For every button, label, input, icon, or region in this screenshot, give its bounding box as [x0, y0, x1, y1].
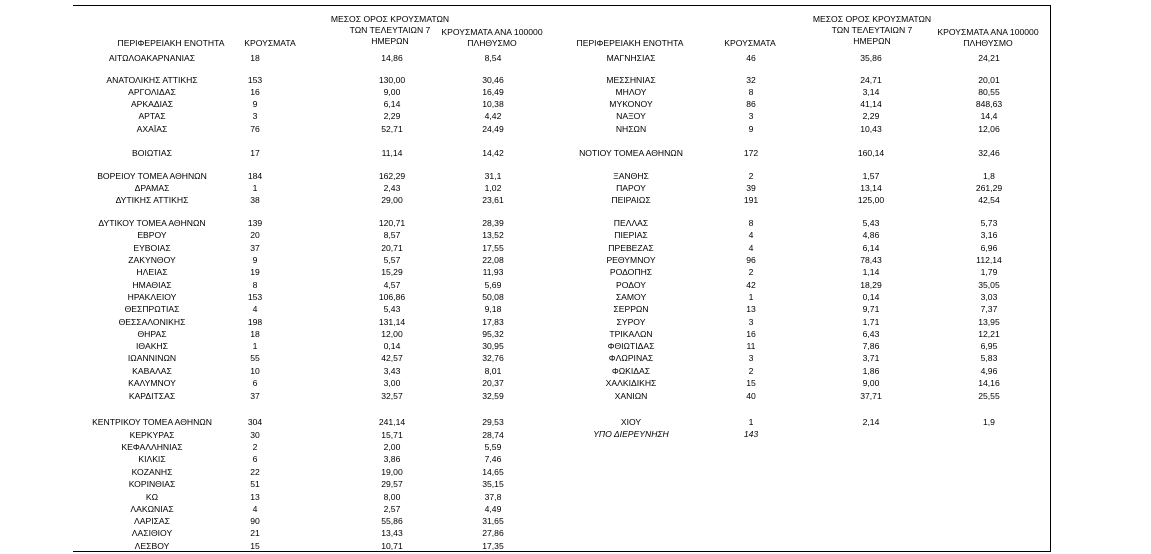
right-avg-cell: 41,14: [860, 99, 882, 109]
left-unit-cell: ΔΥΤΙΚΗΣ ΑΤΤΙΚΗΣ: [115, 195, 189, 205]
right-per-cell: 3,16: [980, 230, 998, 240]
left-unit-cell: ΑΡΓΟΛΙΔΑΣ: [128, 87, 176, 97]
right-per-cell: 6,96: [980, 243, 998, 253]
left-per-cell: 27,86: [482, 528, 504, 538]
left-per-cell: 30,46: [482, 75, 504, 85]
right-avg-cell: 13,14: [860, 183, 882, 193]
right-unit-cell: ΣΕΡΡΩΝ: [613, 304, 649, 314]
left-cases-cell: 1: [252, 341, 258, 351]
right-avg-cell: 9,71: [862, 304, 880, 314]
left-per-cell: 31,1: [484, 171, 502, 181]
right-unit-cell: ΞΑΝΘΗΣ: [613, 171, 649, 181]
right-per-cell: 848,63: [975, 99, 1003, 109]
right-unit-cell: ΠΕΛΛΑΣ: [613, 218, 649, 228]
left-unit-cell: ΚΕΝΤΡΙΚΟΥ ΤΟΜΕΑ ΑΘΗΝΩΝ: [92, 417, 212, 427]
left-per-cell: 8,01: [484, 366, 502, 376]
right-per-cell: 1,8: [983, 171, 995, 181]
right-unit-cell: ΦΘΙΩΤΙΔΑΣ: [607, 341, 655, 351]
left-cases-cell: 6: [252, 454, 258, 464]
left-unit-cell: ΙΩΑΝΝΙΝΩΝ: [127, 353, 177, 363]
left-per-cell: 24,49: [482, 124, 504, 134]
right-unit-cell: ΣΥΡΟΥ: [616, 317, 646, 327]
left-avg-cell: 11,14: [381, 148, 403, 158]
left-cases-cell: 51: [250, 479, 260, 489]
right-header-per-line1: ΚΡΟΥΣΜΑΤΑ ΑΝΑ 100000: [937, 27, 1039, 37]
right-cases-cell: 2: [748, 267, 754, 277]
right-cases-cell: 86: [746, 99, 756, 109]
left-unit-cell: ΚΑΛΥΜΝΟΥ: [128, 378, 176, 388]
right-avg-cell: 1,57: [862, 171, 880, 181]
left-cases-cell: 139: [247, 218, 263, 228]
left-cases-cell: 21: [250, 528, 260, 538]
left-header-avg-line2: ΤΩΝ ΤΕΛΕΥΤΑΙΩΝ 7: [349, 25, 431, 36]
left-avg-cell: 8,57: [383, 230, 401, 240]
left-avg-cell: 131,14: [378, 317, 406, 327]
right-cases-cell: 191: [743, 195, 759, 205]
right-cases-cell: 11: [746, 341, 756, 351]
left-cases-cell: 304: [247, 417, 263, 427]
right-unit-cell: ΜΥΚΟΝΟΥ: [609, 99, 653, 109]
right-per-cell: 3,03: [980, 292, 998, 302]
left-per-cell: 9,18: [484, 304, 502, 314]
left-per-cell: 31,65: [482, 516, 504, 526]
right-unit-cell: ΝΟΤΙΟΥ ΤΟΜΕΑ ΑΘΗΝΩΝ: [579, 148, 683, 158]
right-per-cell: 12,21: [978, 329, 1000, 339]
right-avg-cell: 24,71: [860, 75, 882, 85]
right-per-cell: 1,79: [980, 267, 998, 277]
left-cases-cell: 19: [250, 267, 260, 277]
right-per-cell: 5,83: [980, 353, 998, 363]
right-rule: [1050, 5, 1051, 552]
left-header-avg-line3: ΗΜΕΡΩΝ: [371, 36, 409, 47]
right-cases-cell: 143: [743, 429, 759, 439]
left-cases-cell: 76: [250, 124, 260, 134]
left-cases-cell: 1: [252, 183, 258, 193]
left-avg-cell: 12,00: [381, 329, 403, 339]
left-cases-cell: 16: [250, 87, 260, 97]
right-header-avg-line1: ΜΕΣΟΣ ΟΡΟΣ ΚΡΟΥΣΜΑΤΩΝ: [812, 14, 932, 24]
right-per-cell: 14,16: [978, 378, 1000, 388]
left-cases-cell: 4: [252, 304, 258, 314]
right-avg-cell: 160,14: [857, 148, 885, 158]
right-avg-cell: 37,71: [860, 391, 882, 401]
right-avg-cell: 35,86: [860, 53, 882, 63]
left-unit-cell: ΚΩ: [145, 492, 159, 502]
right-cases-cell: 1: [748, 417, 754, 427]
left-avg-cell: 8,00: [383, 492, 401, 502]
right-per-cell: 25,55: [978, 391, 1000, 401]
left-cases-cell: 13: [250, 492, 260, 502]
left-unit-cell: ΗΛΕΙΑΣ: [136, 267, 168, 277]
right-avg-cell: 3,14: [862, 87, 880, 97]
left-unit-cell: ΗΜΑΘΙΑΣ: [132, 280, 172, 290]
left-cases-cell: 153: [247, 292, 263, 302]
left-header-per-line1: ΚΡΟΥΣΜΑΤΑ ΑΝΑ 100000: [441, 27, 543, 37]
left-cases-cell: 37: [250, 391, 260, 401]
left-avg-cell: 120,71: [378, 218, 406, 228]
left-avg-cell: 55,86: [381, 516, 403, 526]
right-per-cell: 4,96: [980, 366, 998, 376]
right-header-cases: ΚΡΟΥΣΜΑΤΑ: [724, 38, 776, 48]
right-avg-cell: 6,43: [862, 329, 880, 339]
right-cases-cell: 3: [748, 111, 754, 121]
right-unit-cell: ΦΛΩΡΙΝΑΣ: [608, 353, 654, 363]
left-cases-cell: 22: [250, 467, 260, 477]
right-per-cell: 42,54: [978, 195, 1000, 205]
right-unit-cell: ΠΑΡΟΥ: [616, 183, 646, 193]
right-header-unit: ΠΕΡΙΦΕΡΕΙΑΚΗ ΕΝΟΤΗΤΑ: [576, 38, 684, 48]
left-unit-cell: ΘΕΣΣΑΛΟΝΙΚΗΣ: [118, 317, 186, 327]
right-unit-cell: ΥΠΟ ΔΙΕΡΕΥΝΗΣΗ: [593, 429, 669, 439]
left-avg-cell: 2,43: [383, 183, 401, 193]
right-avg-cell: 9,00: [862, 378, 880, 388]
left-per-cell: 17,35: [482, 541, 504, 551]
left-avg-cell: 29,57: [381, 479, 403, 489]
left-cases-cell: 37: [250, 243, 260, 253]
left-cases-cell: 18: [250, 329, 260, 339]
left-per-cell: 16,49: [482, 87, 504, 97]
left-cases-cell: 17: [250, 148, 260, 158]
right-cases-cell: 3: [748, 353, 754, 363]
left-per-cell: 30,95: [482, 341, 504, 351]
left-unit-cell: ΘΗΡΑΣ: [137, 329, 167, 339]
left-avg-cell: 3,86: [383, 454, 401, 464]
right-unit-cell: ΧΑΝΙΩΝ: [614, 391, 648, 401]
left-unit-cell: ΑΡΤΑΣ: [138, 111, 166, 121]
right-unit-cell: ΜΗΛΟΥ: [615, 87, 647, 97]
right-unit-cell: ΡΕΘΥΜΝΟΥ: [606, 255, 656, 265]
left-unit-cell: ΛΑΚΩΝΙΑΣ: [130, 504, 174, 514]
left-avg-cell: 10,71: [381, 541, 403, 551]
left-avg-cell: 9,00: [383, 87, 401, 97]
right-cases-cell: 16: [746, 329, 756, 339]
left-cases-cell: 3: [252, 111, 258, 121]
left-unit-cell: ΛΕΣΒΟΥ: [134, 541, 170, 551]
right-per-cell: 5,73: [980, 218, 998, 228]
right-cases-cell: 9: [748, 124, 754, 134]
right-unit-cell: ΧΑΛΚΙΔΙΚΗΣ: [605, 378, 657, 388]
left-per-cell: 17,55: [482, 243, 504, 253]
right-avg-cell: 125,00: [857, 195, 885, 205]
right-cases-cell: 3: [748, 317, 754, 327]
left-per-cell: 17,83: [482, 317, 504, 327]
left-per-cell: 22,08: [482, 255, 504, 265]
right-avg-cell: 7,86: [862, 341, 880, 351]
left-cases-cell: 15: [250, 541, 260, 551]
right-unit-cell: ΤΡΙΚΑΛΩΝ: [609, 329, 653, 339]
right-cases-cell: 15: [746, 378, 756, 388]
left-cases-cell: 2: [252, 442, 258, 452]
left-cases-cell: 10: [250, 366, 260, 376]
right-unit-cell: ΝΑΞΟΥ: [616, 111, 646, 121]
right-cases-cell: 32: [746, 75, 756, 85]
left-avg-cell: 162,29: [378, 171, 406, 181]
left-unit-cell: ΑΝΑΤΟΛΙΚΗΣ ΑΤΤΙΚΗΣ: [106, 75, 198, 85]
left-per-cell: 1,02: [484, 183, 502, 193]
left-cases-cell: 90: [250, 516, 260, 526]
right-unit-cell: ΜΑΓΝΗΣΙΑΣ: [606, 53, 656, 63]
left-unit-cell: ΒΟΡΕΙΟΥ ΤΟΜΕΑ ΑΘΗΝΩΝ: [97, 171, 207, 181]
left-per-cell: 7,46: [484, 454, 502, 464]
left-unit-cell: ΑΧΑΪΑΣ: [136, 124, 168, 134]
left-avg-cell: 3,43: [383, 366, 401, 376]
left-avg-cell: 13,43: [381, 528, 403, 538]
left-avg-cell: 130,00: [378, 75, 406, 85]
right-per-cell: 261,29: [975, 183, 1003, 193]
left-cases-cell: 38: [250, 195, 260, 205]
left-unit-cell: ΚΟΡΙΝΘΙΑΣ: [128, 479, 176, 489]
right-avg-cell: 1,14: [862, 267, 880, 277]
right-cases-cell: 172: [743, 148, 759, 158]
right-unit-cell: ΠΡΕΒΕΖΑΣ: [608, 243, 654, 253]
right-unit-cell: ΝΗΣΩΝ: [615, 124, 647, 134]
left-cases-cell: 9: [252, 99, 258, 109]
right-cases-cell: 96: [746, 255, 756, 265]
left-header-avg-line1: ΜΕΣΟΣ ΟΡΟΣ ΚΡΟΥΣΜΑΤΩΝ: [330, 14, 450, 24]
left-avg-cell: 106,86: [378, 292, 406, 302]
right-cases-cell: 8: [748, 218, 754, 228]
left-per-cell: 4,49: [484, 504, 502, 514]
right-per-cell: 6,95: [980, 341, 998, 351]
right-header-per: [928, 27, 1048, 49]
left-avg-cell: 6,14: [383, 99, 401, 109]
left-avg-cell: 4,57: [383, 280, 401, 290]
left-per-cell: 29,53: [482, 417, 504, 427]
left-per-cell: 11,93: [482, 267, 504, 277]
left-avg-cell: 20,71: [381, 243, 403, 253]
right-cases-cell: 40: [746, 391, 756, 401]
left-unit-cell: ΚΕΦΑΛΛΗΝΙΑΣ: [121, 442, 183, 452]
left-per-cell: 28,39: [482, 218, 504, 228]
right-per-cell: 7,37: [980, 304, 998, 314]
left-per-cell: 14,65: [482, 467, 504, 477]
left-cases-cell: 184: [247, 171, 263, 181]
left-header-unit: ΠΕΡΙΦΕΡΕΙΑΚΗ ΕΝΟΤΗΤΑ: [117, 38, 225, 48]
left-unit-cell: ΕΥΒΟΙΑΣ: [133, 243, 171, 253]
left-avg-cell: 14,86: [381, 53, 403, 63]
right-per-cell: 20,01: [978, 75, 1000, 85]
left-unit-cell: ΛΑΣΙΘΙΟΥ: [131, 528, 173, 538]
right-cases-cell: 13: [746, 304, 756, 314]
left-unit-cell: ΑΙΤΩΛΟΑΚΑΡΝΑΝΙΑΣ: [108, 53, 196, 63]
left-per-cell: 14,42: [482, 148, 504, 158]
right-per-cell: 24,21: [978, 53, 1000, 63]
left-unit-cell: ΖΑΚΥΝΘΟΥ: [128, 255, 176, 265]
right-cases-cell: 46: [746, 53, 756, 63]
right-header-per-line2: ΠΛΗΘΥΣΜΟ: [963, 38, 1013, 49]
left-per-cell: 10,38: [482, 99, 504, 109]
right-cases-cell: 39: [746, 183, 756, 193]
left-unit-cell: ΔΡΑΜΑΣ: [134, 183, 170, 193]
left-unit-cell: ΚΟΖΑΝΗΣ: [131, 467, 173, 477]
left-header-cases: ΚΡΟΥΣΜΑΤΑ: [244, 38, 296, 48]
top-rule: [73, 5, 1050, 6]
right-unit-cell: ΠΕΙΡΑΙΩΣ: [611, 195, 651, 205]
right-unit-cell: ΜΕΣΣΗΝΙΑΣ: [606, 75, 656, 85]
left-avg-cell: 0,14: [383, 341, 401, 351]
right-per-cell: 112,14: [976, 255, 1002, 265]
left-avg-cell: 3,00: [383, 378, 401, 388]
left-per-cell: 28,74: [482, 430, 504, 440]
left-cases-cell: 6: [252, 378, 258, 388]
left-avg-cell: 2,57: [383, 504, 401, 514]
left-cases-cell: 55: [250, 353, 260, 363]
right-unit-cell: ΡΟΔΟΥ: [616, 280, 646, 290]
left-avg-cell: 29,00: [381, 195, 403, 205]
left-cases-cell: 9: [252, 255, 258, 265]
left-unit-cell: ΚΑΡΔΙΤΣΑΣ: [128, 391, 176, 401]
right-cases-cell: 2: [748, 366, 754, 376]
left-unit-cell: ΚΕΡΚΥΡΑΣ: [129, 430, 175, 440]
right-header-avg-line2: ΤΩΝ ΤΕΛΕΥΤΑΙΩΝ 7: [831, 25, 913, 36]
right-cases-cell: 42: [746, 280, 756, 290]
left-per-cell: 13,52: [482, 230, 504, 240]
left-unit-cell: ΘΕΣΠΡΩΤΙΑΣ: [124, 304, 180, 314]
right-avg-cell: 3,71: [862, 353, 880, 363]
right-avg-cell: 4,86: [862, 230, 880, 240]
right-per-cell: 32,46: [978, 148, 1000, 158]
right-cases-cell: 2: [748, 171, 754, 181]
left-cases-cell: 4: [252, 504, 258, 514]
left-unit-cell: ΛΑΡΙΣΑΣ: [134, 516, 170, 526]
left-cases-cell: 198: [247, 317, 263, 327]
left-per-cell: 8,54: [484, 53, 502, 63]
left-unit-cell: ΚΑΒΑΛΑΣ: [132, 366, 172, 376]
right-avg-cell: 1,86: [862, 366, 880, 376]
left-avg-cell: 15,71: [381, 430, 403, 440]
right-per-cell: 14,4: [980, 111, 998, 121]
left-unit-cell: ΕΒΡΟΥ: [137, 230, 167, 240]
left-avg-cell: 52,71: [381, 124, 403, 134]
left-per-cell: 37,8: [484, 492, 502, 502]
right-per-cell: 1,9: [983, 417, 995, 427]
right-unit-cell: ΧΙΟΥ: [620, 417, 642, 427]
right-unit-cell: ΦΩΚΙΔΑΣ: [611, 366, 651, 376]
left-avg-cell: 2,29: [383, 111, 401, 121]
right-cases-cell: 4: [748, 243, 754, 253]
left-per-cell: 35,15: [482, 479, 504, 489]
right-unit-cell: ΠΙΕΡΙΑΣ: [614, 230, 648, 240]
right-per-cell: 80,55: [978, 87, 1000, 97]
right-avg-cell: 78,43: [860, 255, 882, 265]
left-cases-cell: 20: [250, 230, 260, 240]
left-avg-cell: 5,57: [383, 255, 401, 265]
left-per-cell: 20,37: [482, 378, 504, 388]
left-avg-cell: 241,14: [378, 417, 406, 427]
right-per-cell: 12,06: [978, 124, 1000, 134]
right-avg-cell: 5,43: [862, 218, 880, 228]
right-header-avg: [797, 14, 947, 48]
left-avg-cell: 32,57: [381, 391, 403, 401]
left-unit-cell: ΗΡΑΚΛΕΙΟΥ: [127, 292, 177, 302]
left-cases-cell: 8: [252, 280, 258, 290]
left-avg-cell: 2,00: [383, 442, 401, 452]
left-avg-cell: 15,29: [381, 267, 403, 277]
right-cases-cell: 8: [748, 87, 754, 97]
right-per-cell: 35,05: [978, 280, 1000, 290]
right-avg-cell: 0,14: [862, 292, 880, 302]
left-unit-cell: ΒΟΙΩΤΙΑΣ: [132, 148, 172, 158]
left-per-cell: 23,61: [482, 195, 504, 205]
right-avg-cell: 1,71: [862, 317, 880, 327]
right-cases-cell: 1: [748, 292, 754, 302]
left-per-cell: 5,59: [484, 442, 502, 452]
left-per-cell: 4,42: [484, 111, 502, 121]
left-cases-cell: 18: [250, 53, 260, 63]
left-per-cell: 5,69: [484, 280, 502, 290]
right-avg-cell: 6,14: [862, 243, 880, 253]
left-unit-cell: ΑΡΚΑΔΙΑΣ: [130, 99, 174, 109]
right-avg-cell: 10,43: [860, 124, 882, 134]
left-cases-cell: 153: [247, 75, 263, 85]
left-unit-cell: ΚΙΛΚΙΣ: [138, 454, 166, 464]
right-unit-cell: ΣΑΜΟΥ: [615, 292, 647, 302]
right-unit-cell: ΡΟΔΟΠΗΣ: [609, 267, 653, 277]
right-avg-cell: 18,29: [860, 280, 882, 290]
right-avg-cell: 2,29: [862, 111, 880, 121]
left-per-cell: 50,08: [482, 292, 504, 302]
right-per-cell: 13,95: [978, 317, 1000, 327]
left-per-cell: 95,32: [482, 329, 504, 339]
right-cases-cell: 4: [748, 230, 754, 240]
left-per-cell: 32,76: [482, 353, 504, 363]
left-per-cell: 32,59: [482, 391, 504, 401]
left-header-per-line2: ΠΛΗΘΥΣΜΟ: [467, 38, 517, 49]
left-unit-cell: ΔΥΤΙΚΟΥ ΤΟΜΕΑ ΑΘΗΝΩΝ: [98, 218, 206, 228]
left-avg-cell: 5,43: [383, 304, 401, 314]
left-cases-cell: 30: [250, 430, 260, 440]
left-unit-cell: ΙΘΑΚΗΣ: [136, 341, 168, 351]
right-header-avg-line3: ΗΜΕΡΩΝ: [853, 36, 891, 47]
right-avg-cell: 2,14: [862, 417, 880, 427]
left-avg-cell: 19,00: [381, 467, 403, 477]
left-avg-cell: 42,57: [381, 353, 403, 363]
